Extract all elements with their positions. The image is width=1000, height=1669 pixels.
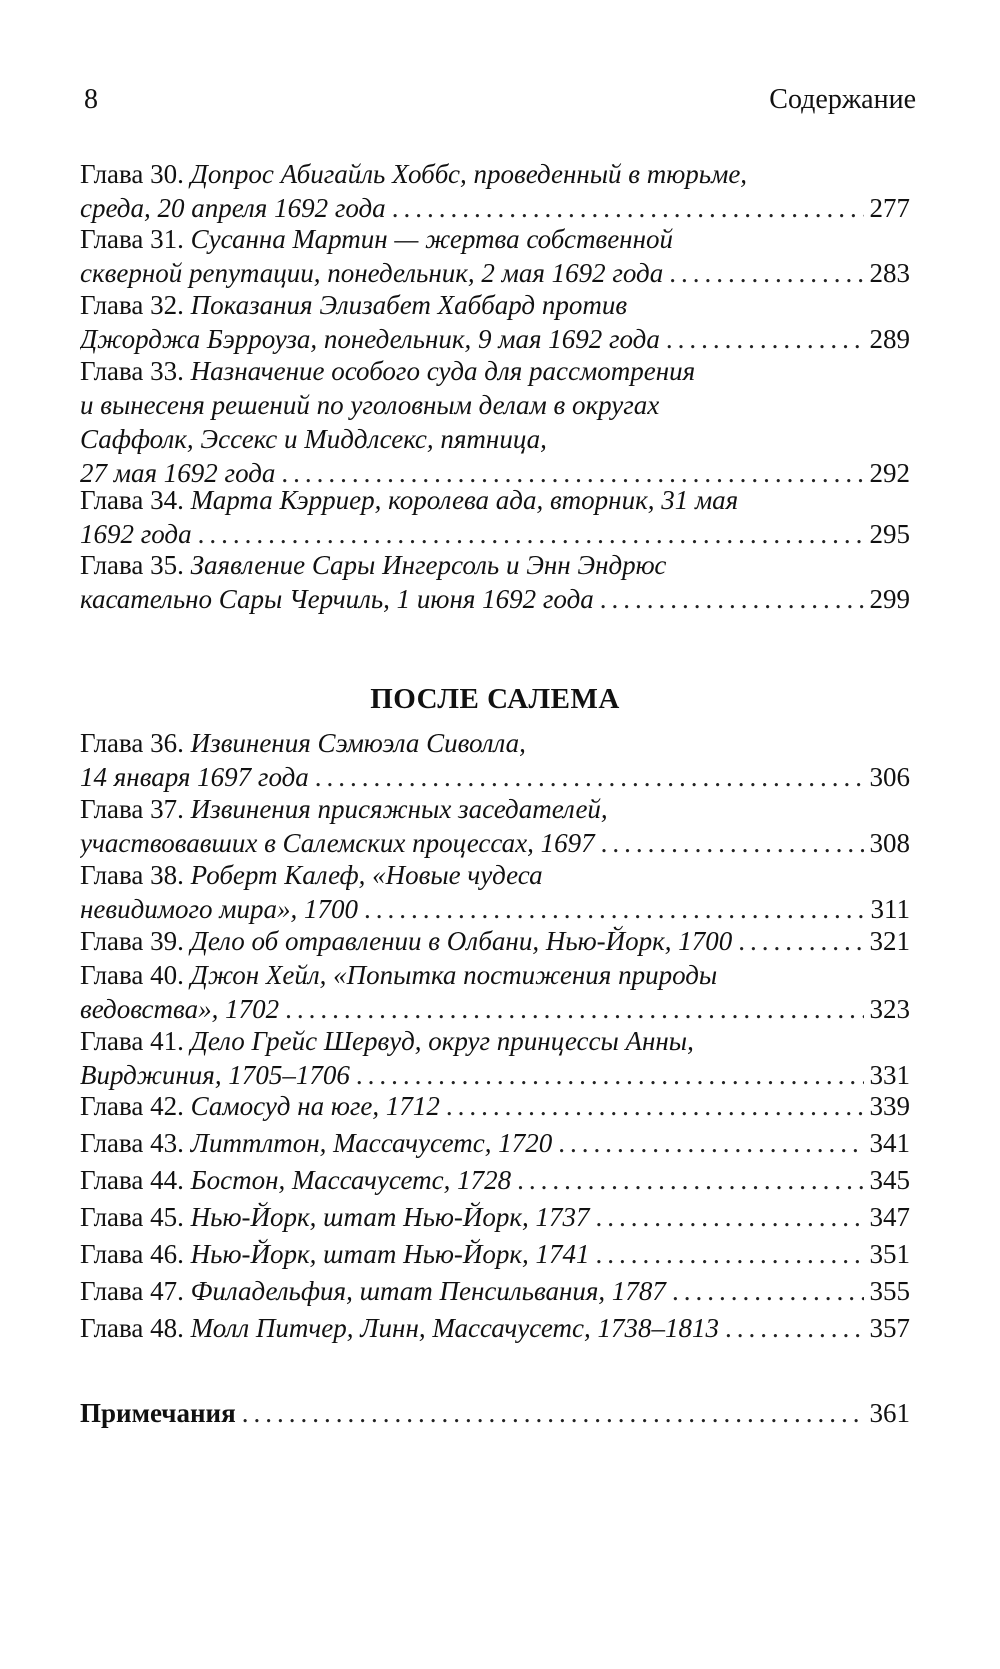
chapter-title: касательно Сары Черчиль, 1 июня 1692 года: [80, 584, 594, 614]
page-reference: 295: [869, 519, 910, 549]
chapter-label: Глава 40.: [80, 960, 184, 990]
page-reference: 321: [869, 926, 910, 956]
dot-leader: [392, 191, 864, 225]
chapter-title: Извинения присяжных заседателей,: [190, 794, 608, 824]
toc-entry-line-with-page: [80, 992, 910, 1026]
toc-entry-line-with-page: [80, 256, 910, 290]
running-title: Содержание: [769, 84, 916, 115]
page-reference: 345: [869, 1165, 910, 1195]
toc-entry-chapter-41[interactable]: [80, 1024, 910, 1092]
chapter-title: 14 января 1697 года: [80, 762, 309, 792]
chapter-label: Глава 39.: [80, 926, 184, 956]
chapter-title: Показания Элизабет Хаббард против: [190, 290, 628, 320]
toc-entry-line: [80, 858, 910, 892]
toc-entry-chapter-39[interactable]: [80, 924, 910, 958]
chapter-label: Глава 46.: [80, 1239, 184, 1269]
dot-leader: [315, 760, 864, 794]
page-reference: 311: [870, 894, 910, 924]
page-reference: 289: [869, 324, 910, 354]
chapter-title: Филадельфия, штат Пенсильвания, 1787: [190, 1276, 666, 1306]
toc-entry-chapter-46[interactable]: [80, 1237, 910, 1271]
dot-leader: [596, 1237, 864, 1271]
toc-entry-line-with-page: [80, 1163, 910, 1197]
chapter-title: Нью-Йорк, штат Нью-Йорк, 1741: [190, 1239, 590, 1269]
toc-entry-line-with-page: [80, 1200, 910, 1234]
toc-entry-chapter-37[interactable]: [80, 792, 910, 860]
dot-leader: [198, 517, 864, 551]
toc-entry-line-with-page: [80, 582, 910, 616]
chapter-title: Марта Кэрриер, королева ада, вторник, 31 мая: [190, 485, 739, 515]
toc-entry-notes[interactable]: [80, 1396, 910, 1430]
dot-leader: [446, 1089, 864, 1123]
chapter-label: Глава 47.: [80, 1276, 184, 1306]
dot-leader: [669, 256, 863, 290]
toc-entry-line-with-page: [80, 924, 910, 958]
chapter-title: ведовства», 1702: [80, 994, 280, 1024]
chapter-label: Глава 41.: [80, 1026, 184, 1056]
chapter-title: Заявление Сары Ингерсоль и Энн Эндрюс: [190, 550, 667, 580]
toc-entry-line-with-page: [80, 322, 910, 356]
page-reference: 308: [869, 828, 910, 858]
page-reference: 361: [869, 1398, 910, 1428]
toc-entry-line: [80, 288, 910, 322]
page-number: 8: [84, 84, 98, 115]
dot-leader: [364, 892, 864, 926]
page-reference: 323: [869, 994, 910, 1024]
chapter-label: Глава 44.: [80, 1165, 184, 1195]
chapter-label: Глава 48.: [80, 1313, 184, 1343]
chapter-label: Глава 43.: [80, 1128, 184, 1158]
toc-entry-line-with-page: [80, 191, 910, 225]
page-reference: 283: [869, 258, 910, 288]
chapter-label: Глава 36.: [80, 728, 184, 758]
page-reference: 299: [869, 584, 910, 614]
chapter-title: Вирджиния, 1705–1706: [80, 1060, 350, 1090]
chapter-label: Глава 30.: [80, 159, 184, 189]
toc-entry-chapter-35[interactable]: [80, 548, 910, 616]
toc-entry-chapter-44[interactable]: [80, 1163, 910, 1197]
page-reference: 306: [869, 762, 910, 792]
chapter-label: Глава 38.: [80, 860, 184, 890]
toc-entry-chapter-43[interactable]: [80, 1126, 910, 1160]
chapter-title: Молл Питчер, Линн, Массачусетс, 1738–1813: [190, 1313, 719, 1343]
dot-leader: [285, 992, 863, 1026]
toc-entry-chapter-47[interactable]: [80, 1274, 910, 1308]
toc-entry-chapter-40[interactable]: [80, 958, 910, 1026]
chapter-title: Нью-Йорк, штат Нью-Йорк, 1737: [190, 1202, 590, 1232]
toc-entry-line-with-page: [80, 1089, 910, 1123]
dot-leader: [601, 826, 864, 860]
toc-entry-line: [80, 548, 910, 582]
dot-leader: [356, 1058, 864, 1092]
chapter-title: Роберт Калеф, «Новые чудеса: [190, 860, 543, 890]
section-heading: ПОСЛЕ САЛЕМА: [370, 683, 620, 715]
chapter-label: Глава 33.: [80, 356, 184, 386]
dot-leader: [558, 1126, 863, 1160]
chapter-title: Дело об отравлении в Олбани, Нью-Йорк, 1700: [190, 926, 733, 956]
dot-leader: [242, 1396, 864, 1430]
chapter-title: Назначение особого суда для рассмотрения: [190, 356, 696, 386]
running-head: [84, 84, 916, 124]
toc-entry-line-with-page: [80, 517, 910, 551]
toc-entry-chapter-36[interactable]: [80, 726, 910, 794]
dot-leader: [600, 582, 864, 616]
chapter-title: невидимого мира», 1700: [80, 894, 359, 924]
chapter-label: Глава 32.: [80, 290, 184, 320]
page-reference: 355: [869, 1276, 910, 1306]
chapter-title: Джорджа Бэрроуза, понедельник, 9 мая 1692 года: [80, 324, 660, 354]
chapter-label: Глава 31.: [80, 224, 184, 254]
dot-leader: [666, 322, 864, 356]
toc-entry-line-with-page: [80, 1274, 910, 1308]
toc-entry-chapter-33[interactable]: [80, 354, 910, 490]
dot-leader: [596, 1200, 864, 1234]
toc-entry-line-with-page: [80, 1058, 910, 1092]
chapter-label: Глава 37.: [80, 794, 184, 824]
chapter-title: Джон Хейл, «Попытка постижения природы: [190, 960, 718, 990]
page-reference: 331: [869, 1060, 910, 1090]
toc-entry-chapter-31[interactable]: [80, 222, 910, 290]
chapter-title: Бостон, Массачусетс, 1728: [190, 1165, 512, 1195]
toc-entry-chapter-34[interactable]: [80, 483, 910, 551]
chapter-label: Глава 45.: [80, 1202, 184, 1232]
chapter-title: скверной репутации, понедельник, 2 мая 1692 года: [80, 258, 664, 288]
chapter-title: среда, 20 апреля 1692 года: [80, 193, 386, 223]
page-reference: 292: [869, 458, 910, 488]
toc-entry-line: [80, 958, 910, 992]
toc-entry-line-with-page: [80, 1311, 910, 1345]
toc-entry-line-with-page: [80, 826, 910, 860]
page-reference: 351: [869, 1239, 910, 1269]
toc-entry-line-with-page: [80, 892, 910, 926]
toc-entry-line: [80, 792, 910, 826]
chapter-title: и вынесеня решений по уголовным делам в округах: [80, 390, 660, 420]
toc-entry-line-with-page: [80, 760, 910, 794]
toc-entry-line: [80, 222, 910, 256]
page-reference: 277: [869, 193, 910, 223]
toc-entry-line-with-page: [80, 1126, 910, 1160]
page-reference: 341: [869, 1128, 910, 1158]
chapter-title: 1692 года: [80, 519, 192, 549]
chapter-label: Глава 35.: [80, 550, 184, 580]
dot-leader: [725, 1311, 864, 1345]
chapter-title: Дело Грейс Шервуд, округ принцессы Анны,: [190, 1026, 694, 1056]
toc-entry-line-with-page: [80, 1396, 910, 1430]
notes-label: Примечания: [80, 1398, 236, 1428]
chapter-title: Извинения Сэмюэла Сиволла,: [190, 728, 526, 758]
toc-entry-chapter-48[interactable]: [80, 1311, 910, 1345]
chapter-label: Глава 34.: [80, 485, 184, 515]
chapter-title: 27 мая 1692 года: [80, 458, 276, 488]
chapter-title: участвовавших в Салемских процессах, 1697: [80, 828, 595, 858]
toc-entry-chapter-30[interactable]: [80, 157, 910, 225]
dot-leader: [672, 1274, 864, 1308]
toc-entry-line: [80, 354, 910, 388]
dot-leader: [738, 924, 863, 958]
chapter-label: Глава 42.: [80, 1091, 184, 1121]
toc-entry-chapter-45[interactable]: [80, 1200, 910, 1234]
toc-entry-chapter-32[interactable]: [80, 288, 910, 356]
chapter-title: Самосуд на юге, 1712: [190, 1091, 440, 1121]
toc-entry-line: [80, 157, 910, 191]
toc-entry-line: [80, 483, 910, 517]
chapter-title: Саффолк, Эссекс и Миддлсекс, пятница,: [80, 424, 547, 454]
toc-entry-line-with-page: [80, 1237, 910, 1271]
page-reference: 357: [869, 1313, 910, 1343]
chapter-title: Допрос Абигайль Хоббс, проведенный в тюрьме,: [190, 159, 748, 189]
page-reference: 339: [869, 1091, 910, 1121]
chapter-title: Литтлтон, Массачусетс, 1720: [190, 1128, 553, 1158]
page-reference: 347: [869, 1202, 910, 1232]
chapter-title: Сусанна Мартин — жертва собственной: [190, 224, 673, 254]
toc-entry-chapter-42[interactable]: [80, 1089, 910, 1123]
toc-entry-chapter-38[interactable]: [80, 858, 910, 926]
toc-entry-line: [80, 1024, 910, 1058]
toc-entry-line: [80, 726, 910, 760]
dot-leader: [517, 1163, 863, 1197]
